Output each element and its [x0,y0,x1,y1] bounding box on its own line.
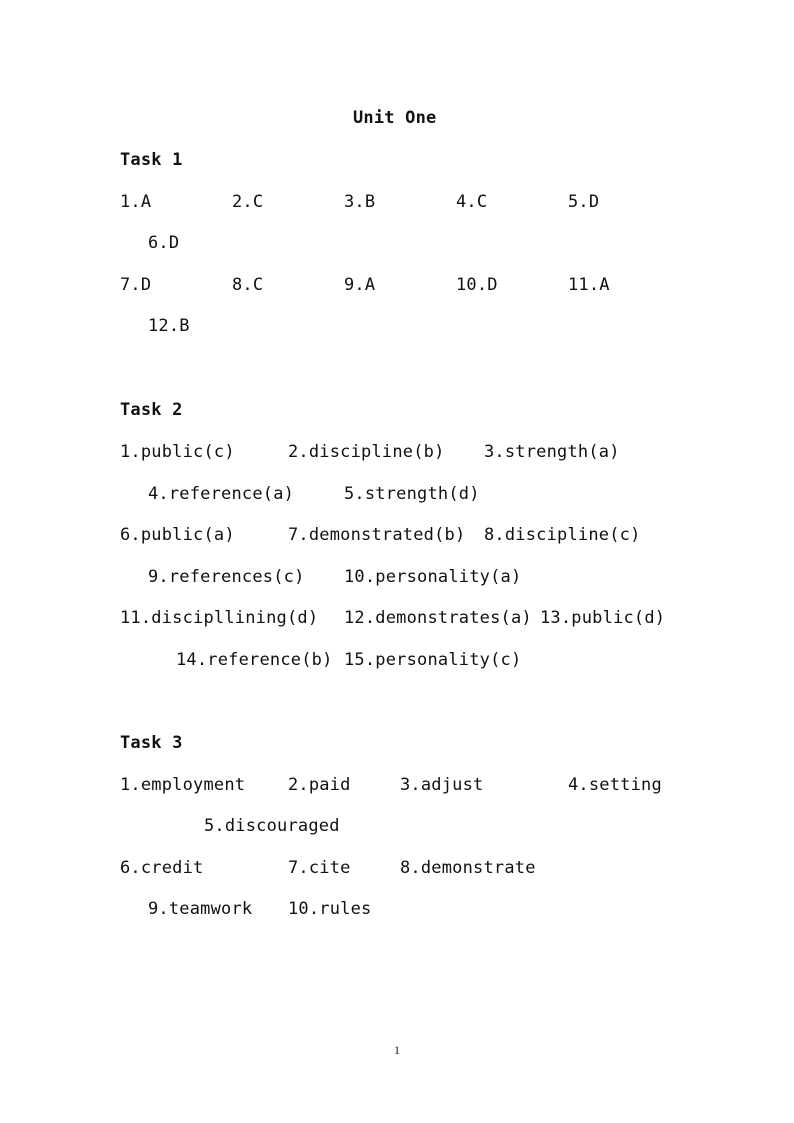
answer-1: 1.employment [120,775,246,795]
answer-1: 1.public(c) [120,442,235,462]
task2-heading: Task 2 [120,400,183,420]
answer-3: 3.strength(a) [484,442,620,462]
answer-3: 3.B [344,192,376,212]
answer-10: 10.personality(a) [344,567,522,587]
answer-4: 4.setting [568,775,662,795]
answer-5: 5.strength(d) [344,484,480,504]
answer-6: 6.credit [120,858,204,878]
answer-14: 14.reference(b) [176,650,333,670]
answer-11: 11.discipllining(d) [120,608,319,628]
answer-1: 1.A [120,192,152,212]
answer-11: 11.A [568,275,610,295]
page-number: 1 [394,1043,400,1057]
answer-4: 4.reference(a) [148,484,295,504]
answer-2: 2.discipline(b) [288,442,445,462]
answer-8: 8.C [232,275,264,295]
answer-5: 5.discouraged [204,816,340,836]
answer-3: 3.adjust [400,775,484,795]
answer-9: 9.references(c) [148,567,305,587]
task1-heading: Task 1 [120,150,183,170]
unit-title: Unit One [353,108,437,128]
answer-7: 7.D [120,275,152,295]
answer-2: 2.paid [288,775,351,795]
answer-10: 10.D [456,275,498,295]
answer-15: 15.personality(c) [344,650,522,670]
answer-8: 8.demonstrate [400,858,536,878]
answer-4: 4.C [456,192,488,212]
answer-7: 7.demonstrated(b) [288,525,466,545]
answer-6: 6.D [148,233,180,253]
answer-9: 9.teamwork [148,899,253,919]
answer-6: 6.public(a) [120,525,235,545]
answer-13: 13.public(d) [540,608,666,628]
answer-12: 12.demonstrates(a) [344,608,532,628]
answer-9: 9.A [344,275,376,295]
answer-10: 10.rules [288,899,372,919]
task3-heading: Task 3 [120,733,183,753]
answer-8: 8.discipline(c) [484,525,641,545]
answer-12: 12.B [148,316,190,336]
answer-7: 7.cite [288,858,351,878]
answer-2: 2.C [232,192,264,212]
answer-5: 5.D [568,192,600,212]
